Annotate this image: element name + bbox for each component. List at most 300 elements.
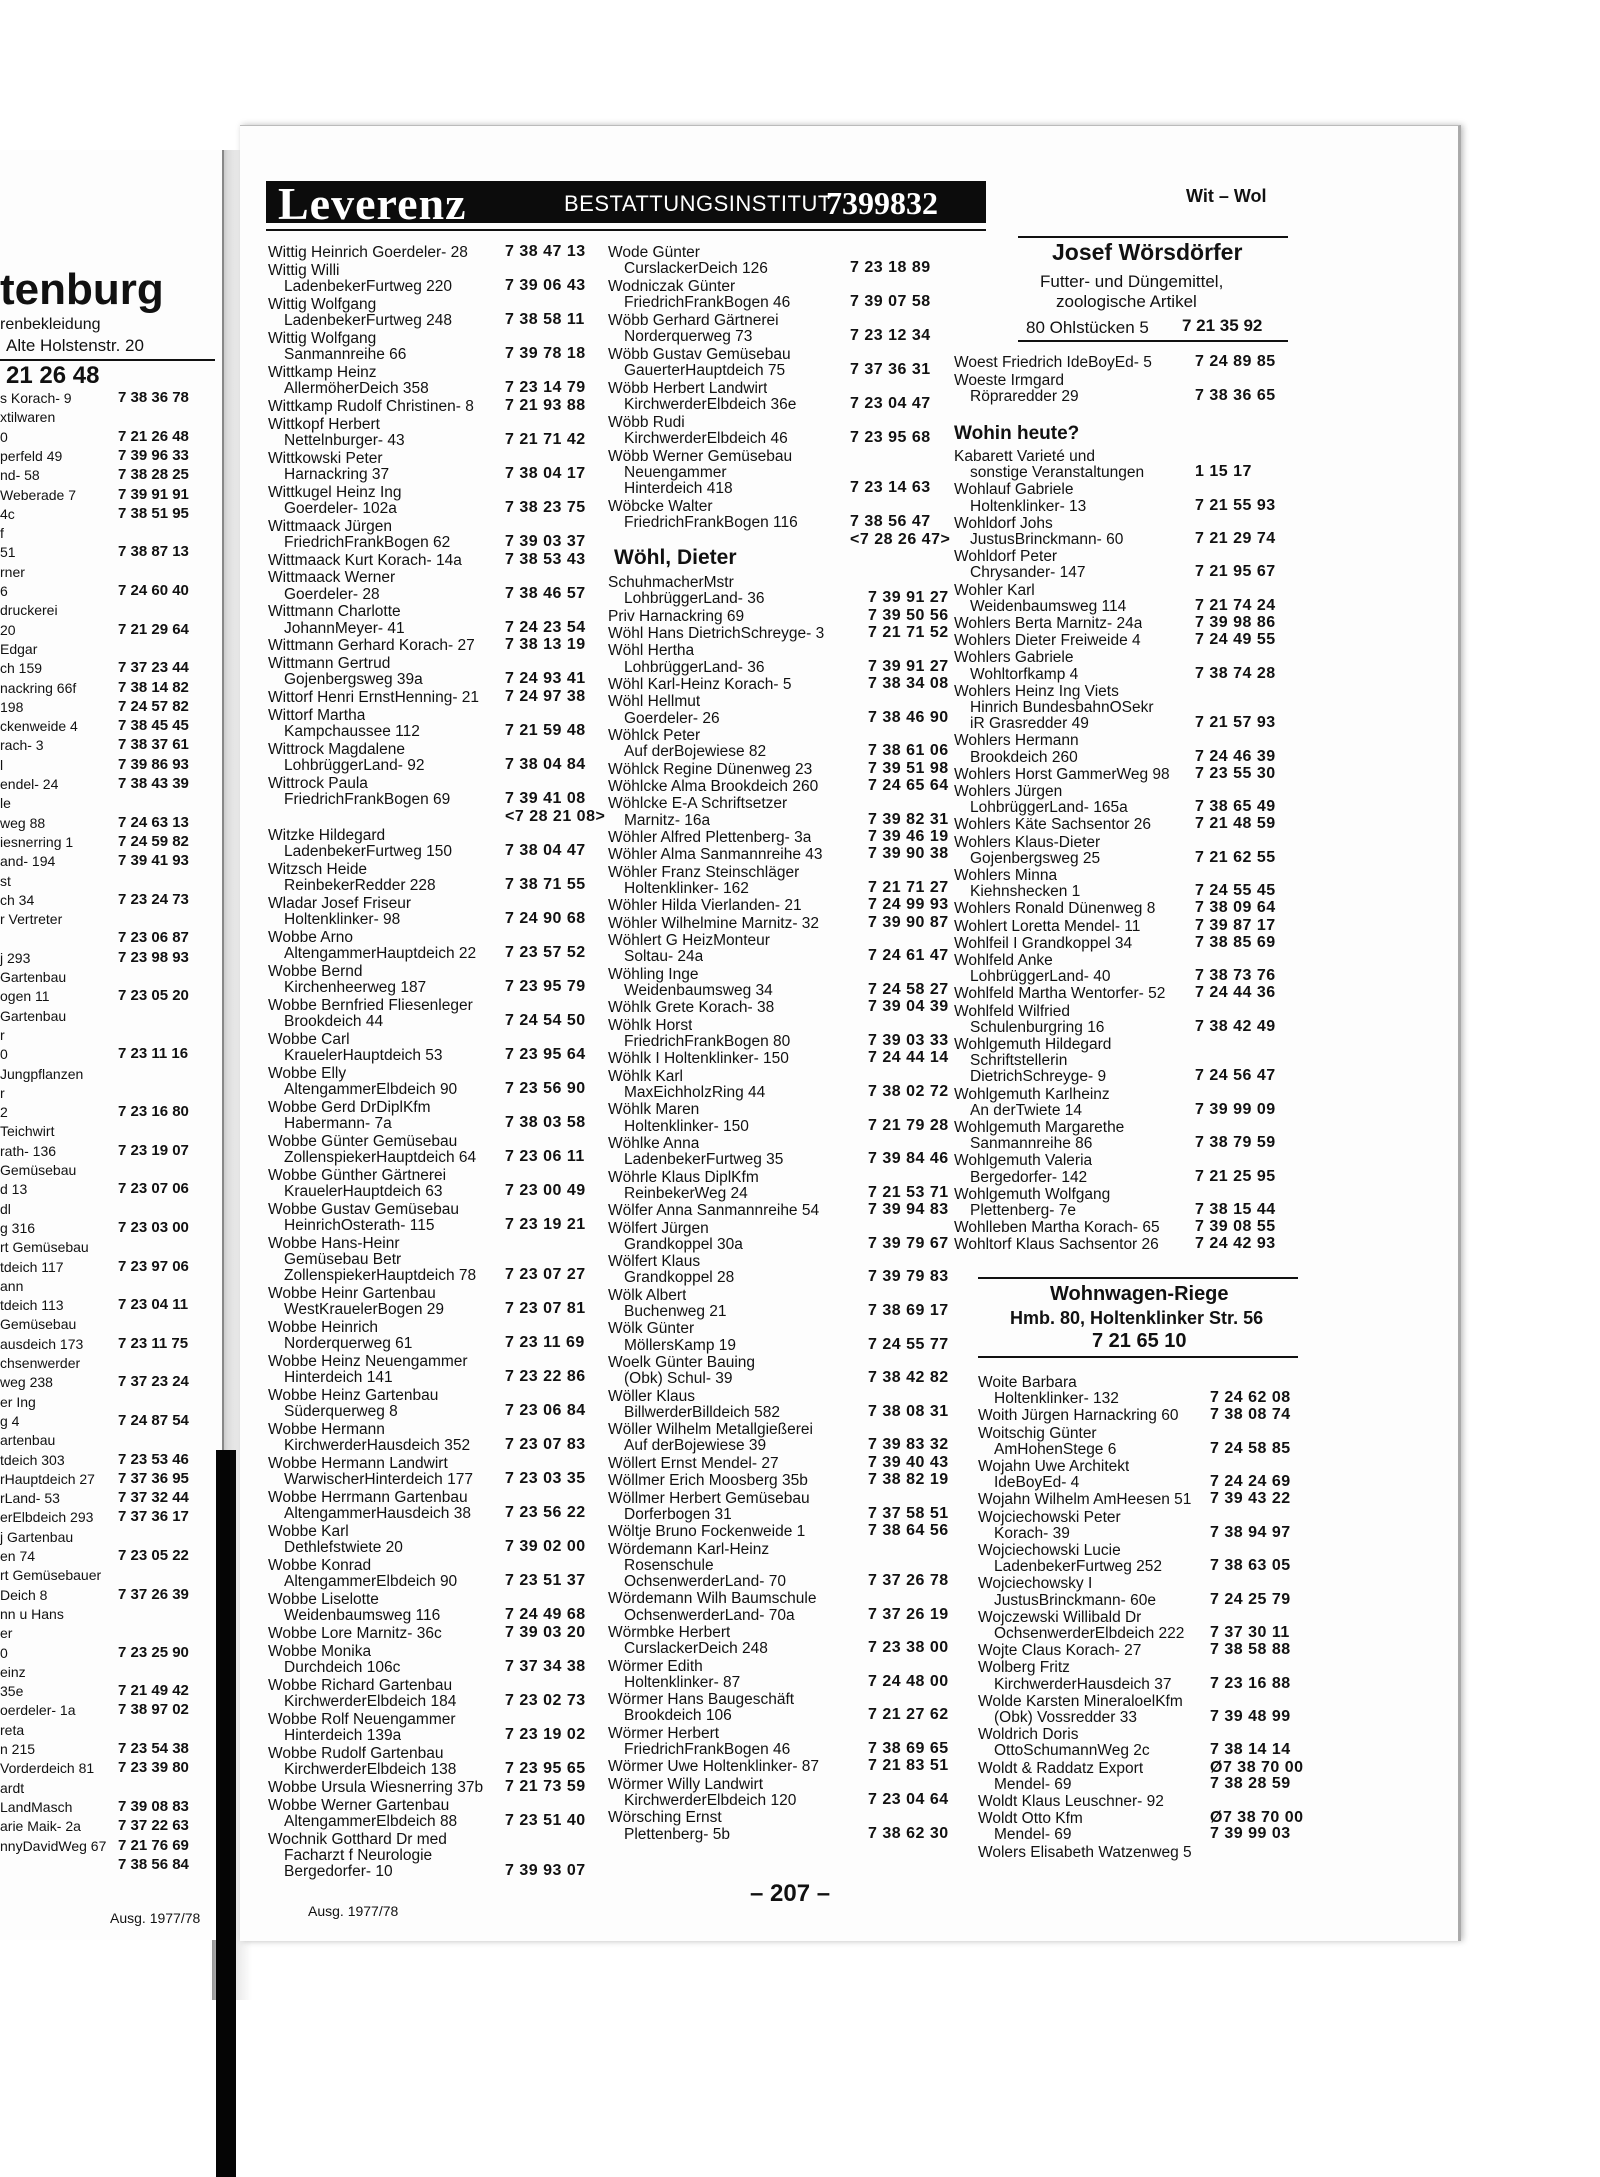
left-row-text: Teichwirt	[0, 1123, 55, 1140]
entry-line: Wöhlk Karl	[608, 1067, 683, 1085]
entry-line: Wohltorfkamp 4	[970, 665, 1079, 683]
phone-number: 7 24 55 45	[1195, 882, 1276, 900]
entry-line: Wobbe Günther Gärtnerei	[268, 1166, 447, 1184]
entry-line: WestKrauelerBogen 29	[284, 1301, 444, 1319]
entry-line: Wolberg Fritz	[978, 1659, 1070, 1677]
entry-line: Wittkopf Herbert	[268, 415, 380, 433]
entry-line: Weidenbaumsweg 116	[284, 1607, 441, 1625]
left-row-number: 7 24 63 13	[118, 813, 189, 831]
phone-number: 7 24 58 85	[1210, 1439, 1291, 1457]
entry-line: OttoSchumannWeg 2c	[994, 1742, 1150, 1760]
entry-line: Norderquerweg 73	[624, 328, 753, 346]
left-row-number: 7 23 24 73	[118, 890, 189, 908]
phone-number: 7 39 83 32	[868, 1436, 949, 1454]
entry-line: Wohlers Horst GammerWeg 98	[954, 765, 1170, 783]
entry-line: sonstige Veranstaltungen	[970, 464, 1145, 482]
left-phone: 21 26 48	[6, 362, 100, 389]
entry-line: Wöhlcke Alma Brookdeich 260	[608, 778, 819, 795]
entry-line: Witzsch Heide	[268, 860, 368, 878]
entry-line: Wöhlk Grete Korach- 38	[608, 999, 775, 1017]
phone-number: 7 39 02 00	[505, 1538, 586, 1556]
phone-number: 7 39 90 87	[868, 913, 949, 931]
entry-line: Wittmann Gerhard Korach- 27	[268, 637, 475, 655]
entry-line: Holtenklinker- 162	[624, 880, 749, 897]
left-row-number: 7 37 32 44	[118, 1489, 189, 1507]
entry-line: Wodniczak Günter	[608, 278, 736, 295]
entry-line: FriedrichFrankBogen 62	[284, 533, 451, 551]
phone-number: 7 38 14 14	[1210, 1741, 1291, 1759]
entry-line: Wohlers Dieter Freiweide 4	[954, 632, 1141, 650]
left-row-text: r	[0, 1026, 5, 1043]
entry-line: Wittkowski Peter	[268, 449, 383, 467]
entry-line: Wobbe Rolf Neuengammer	[268, 1710, 456, 1728]
col1-footer: Ausg. 1977/78	[308, 1903, 399, 1919]
phone-number: 7 39 03 33	[868, 1032, 949, 1049]
entry-line: Wörsching Ernst	[608, 1809, 722, 1827]
entry-line: Schriftstellerin	[970, 1052, 1068, 1070]
entry-line: Wobbe Hans-Heinr	[268, 1234, 400, 1252]
left-row-text: r	[0, 1084, 5, 1101]
left-row-text: f	[0, 525, 4, 542]
left-row-number: 7 39 08 83	[118, 1797, 189, 1815]
left-row-number: 7 38 97 02	[118, 1701, 189, 1719]
entry-line: Priv Harnackring 69	[608, 607, 745, 625]
entry-line: Woitschig Günter	[978, 1424, 1097, 1442]
entry-line: An derTwiete 14	[970, 1101, 1083, 1119]
phone-number: 7 23 14 79	[505, 379, 586, 396]
phone-number: 7 23 19 02	[505, 1726, 586, 1743]
left-row-number: 7 37 23 24	[118, 1373, 189, 1391]
left-row-text: rt Gemüsebau	[0, 1239, 89, 1256]
phone-number: 7 23 11 69	[505, 1334, 585, 1352]
entry-line: Wöhler Wilhelmine Marnitz- 32	[608, 914, 820, 932]
phone-number: 7 21 27 62	[868, 1706, 949, 1724]
left-row-number: 7 23 97 06	[118, 1257, 189, 1275]
entry-line: Hinterdeich 139a	[284, 1727, 402, 1744]
left-row-text: oerdeler- 1a	[0, 1702, 76, 1719]
phone-number: 7 38 04 84	[505, 756, 586, 774]
phone-number: 7 21 71 27	[868, 879, 949, 896]
phone-number: 7 24 49 55	[1195, 631, 1276, 649]
phone-number: 7 23 95 68	[850, 429, 931, 447]
entry-line: Wobbe Gustav Gemüsebau	[268, 1200, 459, 1218]
phone-number: 7 38 28 59	[1210, 1774, 1291, 1792]
entry-line: LadenbekerFurtweg 248	[284, 312, 453, 329]
entry-line: Wobbe Lore Marnitz- 36c	[268, 1625, 442, 1642]
left-row-text: iesnerring 1	[0, 833, 74, 850]
phone-number: 7 38 46 90	[868, 708, 949, 726]
phone-number: 7 23 03 35	[505, 1470, 586, 1488]
entry-line: Auf derBojewiese 39	[624, 1437, 767, 1455]
phone-number: 7 39 84 46	[868, 1150, 949, 1168]
phone-number: 7 21 93 88	[505, 396, 586, 414]
left-row-text: ckenweide 4	[0, 718, 78, 735]
left-row-number: 7 24 59 82	[118, 832, 189, 850]
phone-number: 7 38 56 47	[850, 513, 931, 531]
phone-number: 7 38 74 28	[1195, 664, 1276, 682]
entry-line: Wöhl Karl-Heinz Korach- 5	[608, 676, 792, 693]
entry-line: Wörmer Willy Landwirt	[608, 1775, 764, 1793]
entry-line: Wörmer Uwe Holtenklinker- 87	[608, 1758, 820, 1776]
phone-number: 7 39 91 27	[868, 657, 949, 675]
phone-number: 7 39 78 18	[505, 345, 586, 362]
left-row-number: 7 38 51 95	[118, 504, 189, 522]
entry-line: Wojciechowski Peter	[978, 1508, 1121, 1526]
entry-line: LohbrüggerLand- 40	[970, 968, 1111, 986]
entry-line: Wobbe Heinz Neuengammer	[268, 1353, 468, 1370]
phone-number: 7 23 38 00	[868, 1639, 949, 1657]
phone-number: 7 39 41 08	[505, 790, 586, 808]
phone-number: 7 23 02 73	[505, 1692, 586, 1709]
entry-line: Wohlgemuth Karlheinz	[954, 1085, 1110, 1103]
left-row-text: l	[0, 756, 4, 773]
phone-number: 7 24 44 36	[1195, 984, 1276, 1002]
left-row-text: 198	[0, 698, 24, 715]
phone-number: 7 39 79 67	[868, 1234, 949, 1252]
phone-number: 7 39 03 20	[505, 1624, 586, 1641]
left-row-number: 7 37 26 39	[118, 1585, 189, 1603]
left-row-text: nn u Hans	[0, 1605, 64, 1622]
left-row-number: 7 24 57 82	[118, 697, 189, 715]
phone-number: 7 24 23 54	[505, 618, 586, 636]
phone-number: 7 38 64 56	[868, 1522, 949, 1540]
entry-line: IdeBoyEd- 4	[994, 1474, 1080, 1492]
phone-number: 7 23 04 47	[850, 395, 931, 413]
entry-line: Buchenweg 21	[624, 1303, 727, 1320]
phone-number: 7 39 90 38	[868, 845, 949, 863]
left-row-text: tdeich 303	[0, 1451, 65, 1468]
left-row-text: r Vertreter	[0, 911, 63, 928]
entry-line: KirchwerderElbdeich 120	[624, 1792, 797, 1809]
entry-line: Weidenbaumsweg 114	[970, 597, 1127, 615]
banner-phone: 7399832	[826, 185, 938, 221]
left-row-text: weg 88	[0, 814, 46, 831]
entry-line: LohbrüggerLand- 36	[624, 590, 765, 608]
entry-line: Nettelnburger- 43	[284, 431, 405, 449]
phone-number: 7 23 19 21	[505, 1216, 586, 1233]
left-footer: Ausg. 1977/78	[110, 1910, 201, 1926]
entry-line: Wölk Albert	[608, 1286, 687, 1304]
left-row-text: Gemüsebau	[0, 1316, 77, 1333]
phone-number: 7 38 82 19	[868, 1471, 949, 1489]
left-row-text: d 13	[0, 1181, 28, 1198]
entry-line: Wöhling Inge	[608, 965, 699, 983]
entry-line: Wochnik Gotthard Dr med	[268, 1830, 447, 1848]
entry-line: Wobbe Ursula Wiesnerring 37b	[268, 1778, 484, 1796]
left-row-text: nnyDavidWeg 67	[0, 1837, 107, 1854]
entry-line: LadenbekerFurtweg 252	[994, 1558, 1163, 1576]
entry-line: Wobbe Karl	[268, 1523, 349, 1540]
entry-line: Marnitz- 16a	[624, 811, 711, 829]
phone-number: 7 39 43 22	[1210, 1490, 1291, 1508]
phone-number: 7 23 22 86	[505, 1368, 586, 1386]
phone-number: 7 21 95 67	[1195, 563, 1276, 581]
phone-number: 7 38 04 17	[505, 464, 586, 482]
entry-line: Harnackring 37	[284, 465, 390, 483]
entry-line: Wittig Wolfgang	[268, 329, 377, 347]
right-page	[240, 125, 1461, 1941]
entry-line: Korach- 39	[994, 1524, 1070, 1542]
entry-line: Woldt Klaus Leuschner- 92	[978, 1793, 1164, 1810]
left-row-text: Weberade 7	[0, 486, 77, 503]
entry-line: Grandkoppel 28	[624, 1269, 735, 1287]
left-row-text: rath- 136	[0, 1142, 57, 1159]
entry-line: Wöhler Hilda Vierlanden- 21	[608, 897, 802, 915]
entry-line: FriedrichFrankBogen 80	[624, 1033, 791, 1050]
phone-number: 7 38 02 72	[868, 1083, 949, 1100]
ad-wohnwagen-rule-top	[978, 1277, 1298, 1279]
entry-line: JohannMeyer- 41	[284, 619, 405, 637]
phone-number: <7 28 21 08>	[505, 808, 606, 825]
phone-number: 7 23 51 37	[505, 1572, 586, 1590]
phone-number: <7 28 26 47>	[850, 531, 951, 549]
entry-line: Wöllmer Herbert Gemüsebau	[608, 1489, 810, 1507]
left-rule	[0, 359, 215, 361]
phone-number: 7 39 82 31	[868, 810, 949, 828]
left-row-text: dl	[0, 1200, 11, 1217]
entry-line: SchuhmacherMstr	[608, 574, 734, 591]
phone-number: Ø7 38 70 00	[1210, 1809, 1304, 1827]
phone-number: 7 38 34 08	[868, 675, 949, 692]
entry-line: Sanmannreihe 66	[284, 346, 407, 363]
entry-line: Wohlgemuth Wolfgang	[954, 1185, 1111, 1203]
entry-line: Wörmbke Herbert	[608, 1624, 731, 1641]
entry-line: Wohler Karl	[954, 581, 1035, 599]
ad-woersdoerfer-address: 80 Ohlstücken 5	[1026, 318, 1149, 337]
wohin-heading: Wohin heute?	[954, 423, 1080, 444]
entry-line: Wohlgemuth Hildegard	[954, 1036, 1112, 1053]
phone-number: 7 38 79 59	[1195, 1134, 1276, 1152]
entry-line: Wöller Wilhelm Metallgießerei	[608, 1421, 813, 1439]
phone-number: 7 38 71 55	[505, 876, 586, 893]
phone-number: 7 24 25 79	[1210, 1590, 1291, 1608]
phone-number: 7 39 99 03	[1210, 1825, 1291, 1843]
phone-number: 7 39 07 58	[850, 293, 931, 311]
entry-line: Bergedorfer- 10	[284, 1863, 393, 1880]
phone-number: 7 23 51 40	[505, 1811, 586, 1829]
left-row-number: 7 21 26 48	[118, 427, 189, 445]
phone-number: 7 21 59 48	[505, 722, 586, 740]
entry-line: Wittorf Henri ErnstHenning- 21	[268, 689, 480, 707]
ad-wohnwagen-name: Wohnwagen-Riege	[1050, 1283, 1229, 1305]
entry-line: Holtenklinker- 98	[284, 911, 401, 928]
entry-line: HeinrichOsterath- 115	[284, 1217, 435, 1234]
entry-line: Wöhlk Maren	[608, 1101, 700, 1119]
phone-number: 7 38 65 49	[1195, 798, 1276, 816]
entry-line: Witzke Hildegard	[268, 826, 386, 844]
left-row-text: ch 34	[0, 891, 35, 908]
left-row-text: perfeld 49	[0, 447, 63, 464]
left-row-text: rner	[0, 563, 25, 580]
phone-number: 7 23 56 90	[505, 1080, 586, 1097]
entry-line: OchsenwerderElbdeich 222	[994, 1625, 1185, 1642]
entry-line: Wohlert Loretta Mendel- 11	[954, 917, 1141, 935]
entry-line: Wittmaack Jürgen	[268, 517, 393, 535]
left-row-number: 7 23 19 07	[118, 1141, 189, 1159]
left-row-text: nackring 66f	[0, 679, 77, 696]
left-row-number: 7 23 16 80	[118, 1103, 189, 1121]
left-row-text: st	[0, 872, 11, 889]
entry-line: Gemüsebau Betr	[284, 1251, 402, 1268]
entry-line: Wittorf Martha	[268, 707, 366, 724]
entry-line: Auf derBojewiese 82	[624, 743, 767, 761]
entry-line: Wörmer Hans Baugeschäft	[608, 1691, 795, 1709]
entry-line: Wöbb Gerhard Gärtnerei	[608, 312, 779, 329]
left-row-number: 7 38 56 84	[118, 1855, 189, 1873]
entry-line: CurslackerDeich 126	[624, 260, 768, 278]
phone-number: 7 21 79 28	[868, 1116, 949, 1134]
left-row-number: 7 23 04 11	[118, 1296, 189, 1314]
entry-line: Wohlers Gabriele	[954, 649, 1074, 667]
phone-number: 7 37 30 11	[1210, 1624, 1290, 1641]
phone-number: 7 39 50 56	[868, 606, 949, 624]
entry-line: Wobbe Heinz Gartenbau	[268, 1387, 439, 1404]
left-row-text: j Gartenbau	[0, 1528, 74, 1545]
left-row-text: le	[0, 795, 11, 812]
entry-line: Wöhlert G HeizMonteur	[608, 932, 770, 950]
entry-line: iR Grasredder 49	[970, 715, 1089, 733]
phone-number: 7 21 57 93	[1195, 714, 1276, 732]
entry-line: Weidenbaumsweg 34	[624, 982, 773, 999]
phone-number: 7 38 62 30	[868, 1824, 949, 1842]
entry-line: Hinrich BundesbahnOSekr	[970, 699, 1154, 716]
phone-number: 7 39 06 43	[505, 277, 586, 294]
entry-line: Wittig Heinrich Goerdeler- 28	[268, 244, 468, 261]
entry-line: Wöhlck Peter	[608, 727, 701, 744]
entry-line: Wohlers Berta Marnitz- 24a	[954, 615, 1143, 632]
entry-line: Gojenbergsweg 25	[970, 849, 1101, 867]
left-row-text: 35e	[0, 1683, 24, 1700]
left-row-number: 7 23 54 38	[118, 1740, 189, 1757]
entry-line: Wohlfeld Anke	[954, 952, 1053, 969]
phone-number: 7 24 90 68	[505, 910, 586, 927]
entry-line: KirchwerderElbdeich 138	[284, 1761, 457, 1778]
left-row-number: 7 23 06 87	[118, 929, 189, 947]
phone-number: 7 38 69 65	[868, 1740, 949, 1757]
entry-line: AltengammerElbdeich 90	[284, 1573, 458, 1591]
entry-line: Wittmann Gertrud	[268, 655, 391, 673]
left-row-text: 20	[0, 621, 16, 638]
entry-line: Wobbe Arno	[268, 928, 354, 946]
phone-number: 7 23 06 11	[505, 1148, 585, 1165]
left-line-1: renbekleidung	[0, 316, 101, 333]
entry-line: CurslackerDeich 248	[624, 1640, 768, 1658]
left-row-text: g 316	[0, 1219, 36, 1236]
phone-number: 7 39 03 37	[505, 532, 586, 550]
left-row-text: 4c	[0, 505, 15, 522]
left-row-text: Edgar	[0, 640, 38, 657]
phone-number: 7 39 99 09	[1195, 1100, 1276, 1118]
phone-number: 7 38 73 76	[1195, 967, 1276, 985]
phone-number: 7 39 93 07	[505, 1862, 586, 1879]
left-row-text: 0	[0, 1046, 8, 1063]
entry-line: OchsenwerderLand- 70	[624, 1573, 786, 1590]
left-row-number: 7 39 86 93	[118, 755, 189, 773]
left-row-text: reta	[0, 1721, 25, 1738]
phone-number: 7 23 95 64	[505, 1046, 586, 1063]
entry-line: ReinbekerWeg 24	[624, 1184, 748, 1202]
left-row-number: 7 23 39 80	[118, 1759, 189, 1777]
banner-subtitle: BESTATTUNGSINSTITUT	[564, 191, 832, 216]
phone-number: 7 21 25 95	[1195, 1167, 1276, 1185]
entry-line: Brookdeich 44	[284, 1013, 384, 1030]
entry-line: KrauelerHauptdeich 63	[284, 1183, 443, 1200]
phone-number: 7 38 08 74	[1210, 1406, 1291, 1424]
entry-line: Rosenschule	[624, 1556, 714, 1574]
phone-number: 7 21 48 59	[1195, 815, 1276, 833]
left-row-number: 7 38 45 45	[118, 717, 189, 735]
phone-number: 7 23 06 84	[505, 1402, 586, 1420]
entry-line: Kirchenheerweg 187	[284, 979, 427, 996]
entry-line: AltengammerHauptdeich 22	[284, 945, 477, 962]
left-row-text: weg 238	[0, 1374, 53, 1391]
entry-line: Wohldorf Peter	[954, 548, 1058, 566]
phone-number: 7 23 18 89	[850, 259, 931, 277]
phone-number: 7 37 58 51	[868, 1504, 949, 1522]
entry-line: FriedrichFrankBogen 69	[284, 791, 451, 809]
entry-line: Wobbe Rudolf Gartenbau	[268, 1744, 444, 1762]
entry-line: Wojciechowsky I	[978, 1575, 1093, 1593]
entry-line: LadenbekerFurtweg 150	[284, 843, 453, 860]
entry-line: Wöhler Alma Sanmannreihe 43	[608, 846, 823, 864]
phone-number: 7 38 58 11	[505, 311, 585, 328]
entry-line: Wöller Klaus	[608, 1387, 695, 1405]
left-row-text: j 293	[0, 949, 31, 966]
left-row-text: tdeich 117	[0, 1258, 64, 1275]
phone-number: 7 21 83 51	[868, 1757, 949, 1775]
entry-line: Wörmer Edith	[608, 1657, 703, 1675]
phone-number: 7 38 04 47	[505, 842, 586, 859]
entry-line: Goerdeler- 28	[284, 585, 380, 603]
entry-line: Wohlers Heinz Ing Viets	[954, 682, 1119, 700]
left-row-number: 7 39 96 33	[118, 446, 189, 464]
entry-line: Bergedorfer- 142	[970, 1168, 1088, 1186]
entry-line: Wohlers Minna	[954, 867, 1058, 884]
phone-number: 7 38 08 31	[868, 1402, 949, 1420]
entry-line: Hinterdeich 141	[284, 1369, 393, 1387]
phone-number: 7 39 79 83	[868, 1268, 949, 1286]
phone-number: 7 38 63 05	[1210, 1557, 1291, 1575]
phone-number: 7 24 97 38	[505, 688, 586, 706]
entry-line: Wobbe Herrmann Gartenbau	[268, 1489, 468, 1506]
phone-number: 7 21 29 74	[1195, 530, 1276, 547]
left-row-text: 0	[0, 428, 8, 445]
entry-line: ZollenspiekerHauptdeich 64	[284, 1149, 477, 1166]
entry-line: Wöbb Rudi	[608, 414, 685, 431]
left-row-text: s Korach- 9	[0, 390, 72, 406]
entry-line: Wobbe Richard Gartenbau	[268, 1676, 453, 1694]
left-row-number: 7 24 60 40	[118, 582, 189, 599]
left-row-text: and- 194	[0, 853, 56, 870]
wohl-heading: Wöhl, Dieter	[614, 546, 737, 569]
left-row-number: 7 39 91 91	[118, 485, 189, 503]
entry-line: AllermöherDeich 358	[284, 380, 429, 397]
entry-line: Wobbe Bernd	[268, 962, 363, 980]
entry-line: Holtenklinker- 150	[624, 1117, 749, 1135]
entry-line: Woest Friedrich IdeBoyEd- 5	[954, 354, 1152, 371]
entry-line: Wöhlk I Holtenklinker- 150	[608, 1050, 789, 1068]
left-row-number: 7 21 76 69	[118, 1836, 189, 1854]
phone-number: 7 38 03 58	[505, 1114, 586, 1131]
left-row-text: g 4	[0, 1412, 20, 1429]
entry-line: Holtenklinker- 13	[970, 497, 1087, 515]
entry-line: Wöhl Hertha	[608, 642, 695, 660]
entry-line: KirchwerderElbdeich 36e	[624, 396, 797, 414]
left-row-text: ann	[0, 1277, 24, 1294]
phone-number: 7 39 98 86	[1195, 614, 1276, 631]
entry-line: Wode Günter	[608, 244, 700, 261]
entry-line: Wittrock Magdalene	[268, 741, 405, 758]
